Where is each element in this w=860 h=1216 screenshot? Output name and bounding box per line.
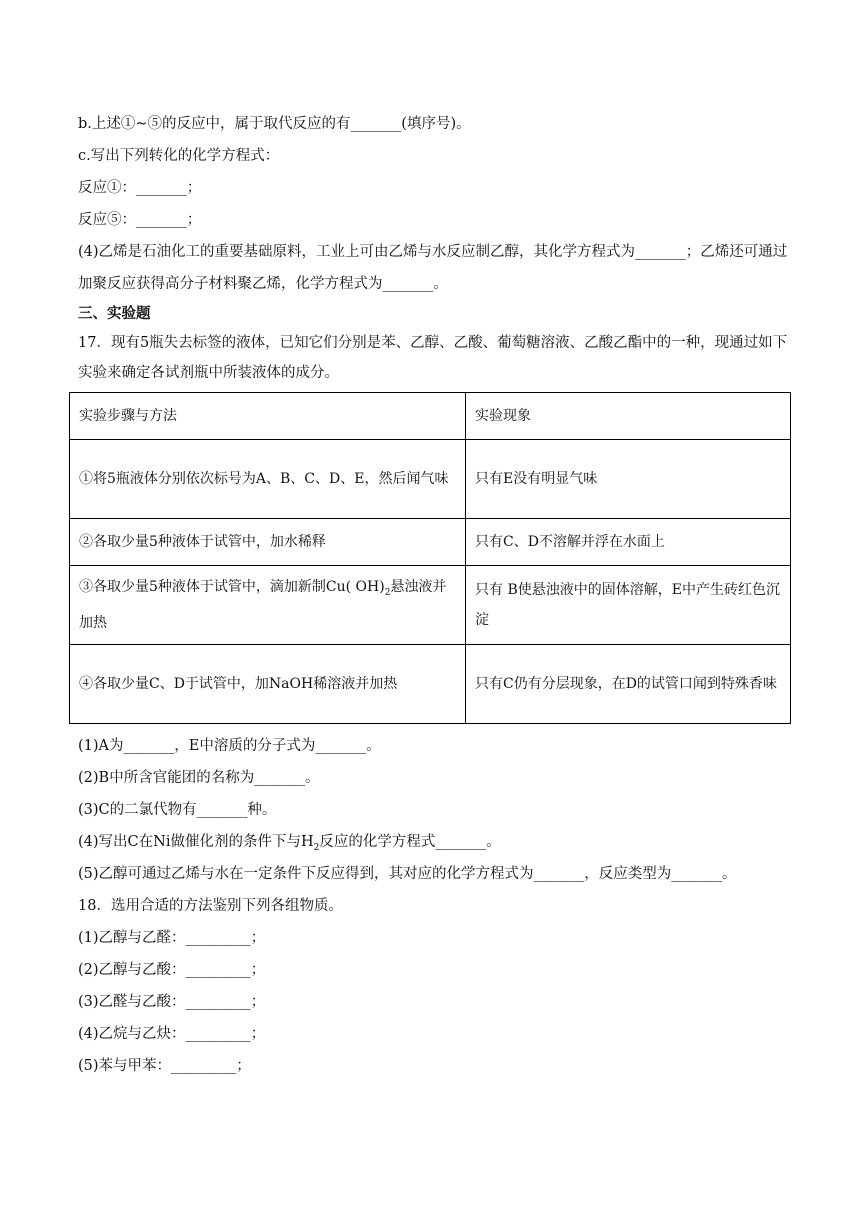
question-17-part-2: (2)B中所含官能团的名称为_______。 [78,770,320,786]
document-page [78,108,790,1082]
observation-cell: 只有E没有明显气味 [466,440,791,519]
reaction-1-line: 反应①：_______； [78,180,202,196]
table-row [70,645,791,724]
step-cell: ④各取少量C、D于试管中，加NaOH稀溶液并加热 [70,645,466,724]
question-16-part-b: b.上述①~⑤的反应中，属于取代反应的有_______(填序号)。 [78,116,471,132]
observation-cell: 只有 B使悬浊液中的固体溶解，E中产生砖红色沉淀 [466,566,791,645]
question-18-part: (2)乙醇与乙酸：_________； [78,962,266,978]
header-step: 实验步骤与方法 [70,393,466,440]
table-header-row [70,393,791,440]
question-17-part-3: (3)C的二氯代物有_______种。 [78,802,277,818]
table-row [70,566,791,645]
observation-cell: 只有C仍有分层现象，在D的试管口闻到特殊香味 [466,645,791,724]
observation-cell: 只有C、D不溶解并浮在水面上 [466,519,791,566]
question-18-part: (3)乙醛与乙酸：_________； [78,994,266,1010]
table-row [70,519,791,566]
question-18-part: (5)苯与甲苯：_________； [78,1058,251,1074]
step-cell: ②各取少量5种液体于试管中，加水稀释 [70,519,466,566]
step-cell: ③各取少量5种液体于试管中，滴加新制Cu( $OH)_2$悬浊液并加热 [70,566,466,645]
question-16-part-4: (4)乙烯是石油化工的重要基础原料，工业上可由乙烯与水反应制乙醇，其化学方程式为_______；乙烯还可通过加聚反应获得高分子材料聚乙烯，化学方程式为_______。 [78,244,788,292]
experiment-table [69,392,791,724]
question-18-intro: 18．选用合适的方法鉴别下列各组物质。 [78,898,343,914]
question-17-part-5: (5)乙醇可通过乙烯与水在一定条件下反应得到，其对应的化学方程式为_______，反应类型为_______。 [78,866,737,882]
step-cell: ①将5瓶液体分别依次标号为A、B、C、D、E，然后闻气味 [70,440,466,519]
question-17-part-4: (4)写出C在Ni做催化剂的条件下与$H_2$反应的化学方程式_______。 [78,834,501,853]
table-row [70,440,791,519]
question-18-part: (1)乙醇与乙醛：_________； [78,930,266,946]
header-observation: 实验现象 [466,393,791,440]
reaction-5-line: 反应⑤：_______； [78,212,202,228]
question-17-part-1: (1)A为_______，E中溶质的分子式为_______。 [78,738,381,754]
question-18-part: (4)乙烷与乙炔：_________； [78,1026,266,1042]
question-16-part-c: c.写出下列转化的化学方程式： [78,148,280,164]
section-title: 三、实验题 [78,305,151,322]
question-17-intro: 17．现有5瓶失去标签的液体，已知它们分别是苯、乙醇、乙酸、葡萄糖溶液、乙酸乙酯中的一种，现通过如下实验来确定各试剂瓶中所装液体的成分。 [78,335,788,381]
